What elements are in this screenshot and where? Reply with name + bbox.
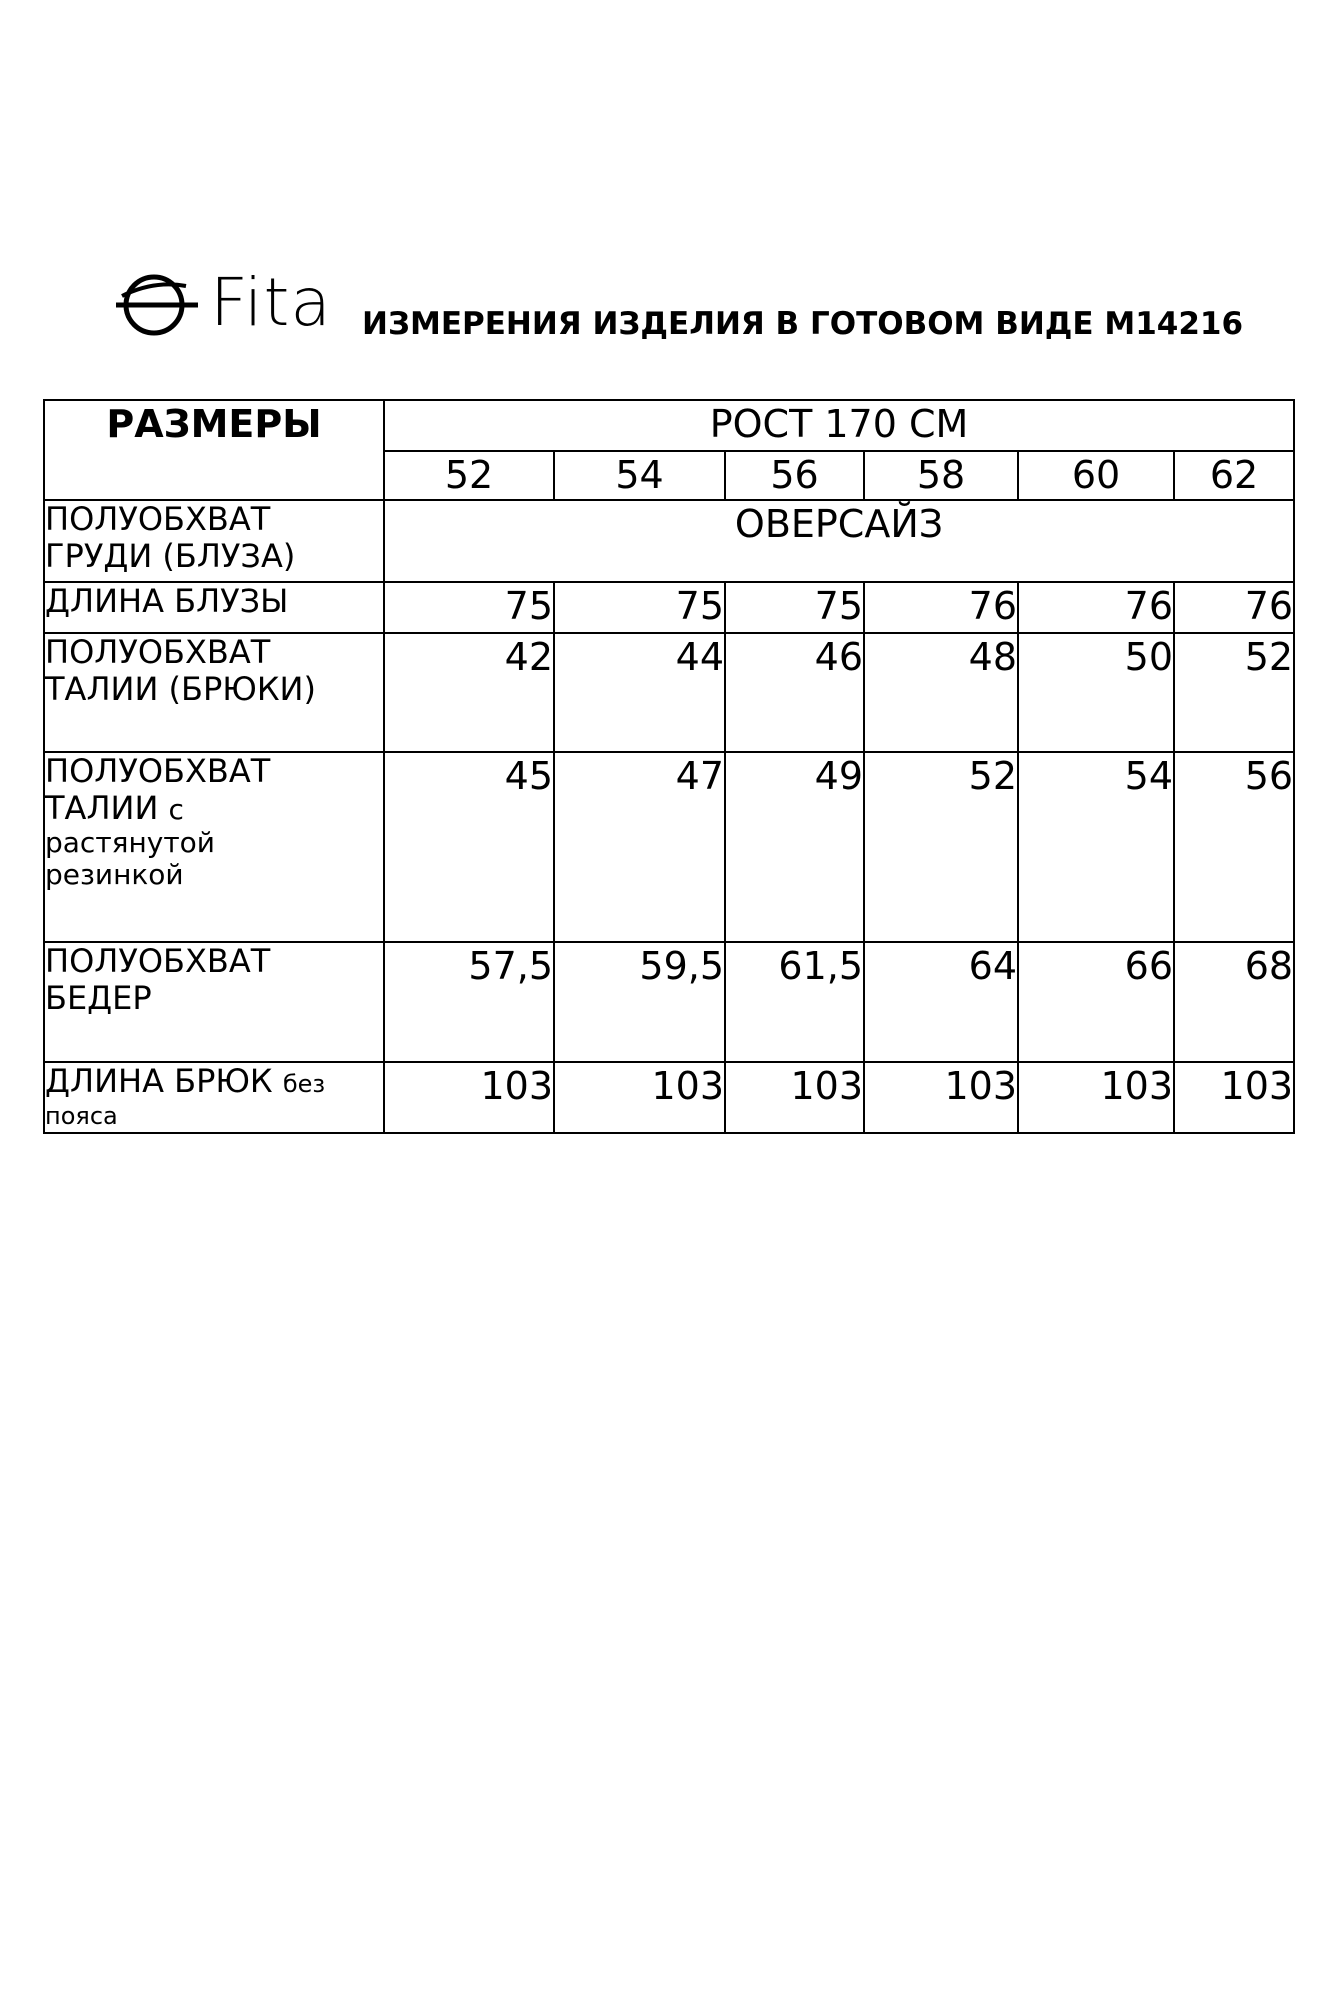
row-label xyxy=(44,752,384,942)
value-cell: 103 xyxy=(1174,1062,1294,1133)
row-label-line: пояса xyxy=(45,1102,118,1130)
value-cell: 44 xyxy=(554,633,725,752)
value-cell: 46 xyxy=(725,633,864,752)
row-label-part: ТАЛИИ xyxy=(45,789,159,827)
value-cell: 66 xyxy=(1018,942,1174,1062)
value-cell: 103 xyxy=(864,1062,1018,1133)
value-cell: 52 xyxy=(1174,633,1294,752)
row-label-line: резинкой xyxy=(45,858,184,891)
table-row xyxy=(44,500,1294,582)
table-row xyxy=(44,582,1294,633)
row-label xyxy=(44,633,384,752)
value-cell: 47 xyxy=(554,752,725,942)
page-title: ИЗМЕРЕНИЯ ИЗДЕЛИЯ В ГОТОВОМ ВИДЕ М14216 xyxy=(362,306,1244,342)
growth-header: РОСТ 170 СМ xyxy=(384,400,1294,451)
value-cell: 50 xyxy=(1018,633,1174,752)
row-label-line xyxy=(45,1063,383,1103)
table-row xyxy=(44,1062,1294,1133)
row-label-part: без xyxy=(282,1070,326,1098)
row-label-line: растянутой xyxy=(45,826,215,859)
row-label-line xyxy=(45,790,383,827)
size-cell: 58 xyxy=(864,451,1018,500)
row-label xyxy=(44,942,384,1062)
size-cell: 54 xyxy=(554,451,725,500)
size-cell: 60 xyxy=(1018,451,1174,500)
brand-logo xyxy=(116,264,332,341)
value-cell: 76 xyxy=(1174,582,1294,633)
value-cell: 76 xyxy=(1018,582,1174,633)
value-cell: 48 xyxy=(864,633,1018,752)
row-label-line: ПОЛУОБХВАТ xyxy=(45,500,271,538)
value-cell: 64 xyxy=(864,942,1018,1062)
value-cell: 61,5 xyxy=(725,942,864,1062)
row-label-line: ПОЛУОБХВАТ xyxy=(45,752,271,790)
value-cell: 75 xyxy=(725,582,864,633)
row-label-line: ДЛИНА БЛУЗЫ xyxy=(45,582,289,620)
size-cell: 62 xyxy=(1174,451,1294,500)
size-chart-table xyxy=(43,399,1295,1134)
row-label xyxy=(44,582,384,633)
size-cell: 52 xyxy=(384,451,554,500)
oversize-cell: ОВЕРСАЙЗ xyxy=(384,500,1294,582)
row-label-line: ГРУДИ (БЛУЗА) xyxy=(45,537,296,575)
row-label xyxy=(44,500,384,582)
value-cell: 56 xyxy=(1174,752,1294,942)
sizes-header: РАЗМЕРЫ xyxy=(44,400,384,500)
table-row xyxy=(44,633,1294,752)
row-label-line: ТАЛИИ (БРЮКИ) xyxy=(45,670,316,708)
value-cell: 45 xyxy=(384,752,554,942)
value-cell: 42 xyxy=(384,633,554,752)
value-cell: 54 xyxy=(1018,752,1174,942)
row-label-line: ПОЛУОБХВАТ xyxy=(45,633,271,671)
value-cell: 103 xyxy=(725,1062,864,1133)
row-label-part: ДЛИНА БРЮК xyxy=(45,1062,273,1100)
value-cell: 76 xyxy=(864,582,1018,633)
value-cell: 75 xyxy=(554,582,725,633)
brand-name: Fita xyxy=(210,264,332,341)
row-label-line: БЕДЕР xyxy=(45,979,152,1017)
row-label-part: с xyxy=(168,793,184,826)
value-cell: 68 xyxy=(1174,942,1294,1062)
value-cell: 52 xyxy=(864,752,1018,942)
table-row xyxy=(44,942,1294,1062)
row-label xyxy=(44,1062,384,1133)
table-row xyxy=(44,752,1294,942)
value-cell: 103 xyxy=(1018,1062,1174,1133)
theta-circle-logo-icon xyxy=(116,268,200,338)
row-label-line: ПОЛУОБХВАТ xyxy=(45,942,271,980)
value-cell: 75 xyxy=(384,582,554,633)
value-cell: 103 xyxy=(384,1062,554,1133)
value-cell: 59,5 xyxy=(554,942,725,1062)
size-cell: 56 xyxy=(725,451,864,500)
value-cell: 103 xyxy=(554,1062,725,1133)
value-cell: 57,5 xyxy=(384,942,554,1062)
value-cell: 49 xyxy=(725,752,864,942)
